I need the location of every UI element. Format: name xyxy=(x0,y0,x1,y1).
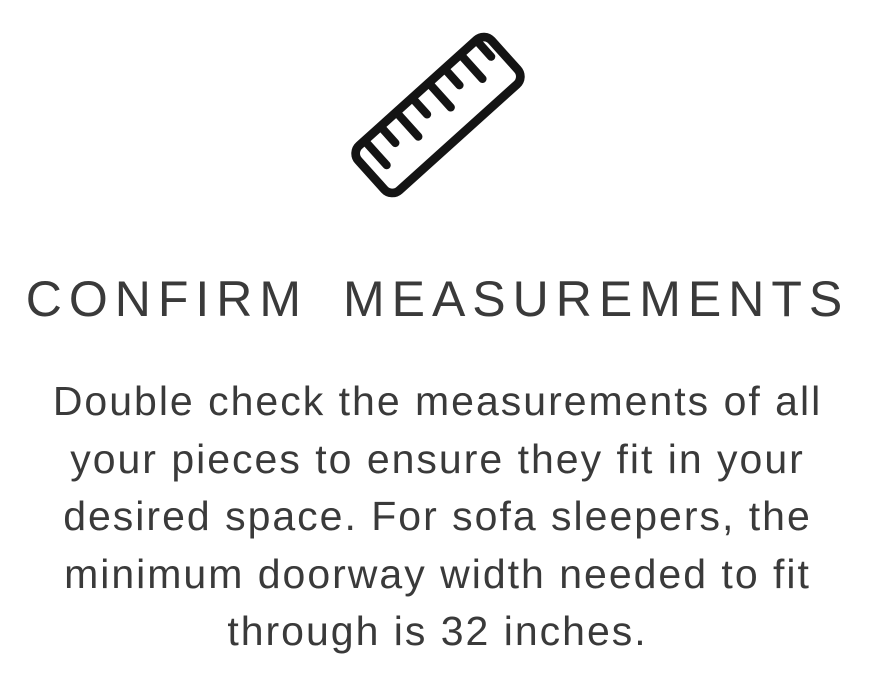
card-heading: CONFIRM MEASUREMENTS xyxy=(25,271,850,327)
body-line: through is 32 inches. xyxy=(227,608,648,654)
body-line: minimum doorway width needed to fit xyxy=(64,550,811,597)
body-line: desired space. For sofa sleepers, the xyxy=(63,493,812,539)
body-line: Double check the measurements of all xyxy=(52,378,823,424)
card-body-text xyxy=(0,373,875,661)
ruler-icon xyxy=(341,20,535,210)
body-line: your pieces to ensure they fit in your xyxy=(70,435,805,482)
